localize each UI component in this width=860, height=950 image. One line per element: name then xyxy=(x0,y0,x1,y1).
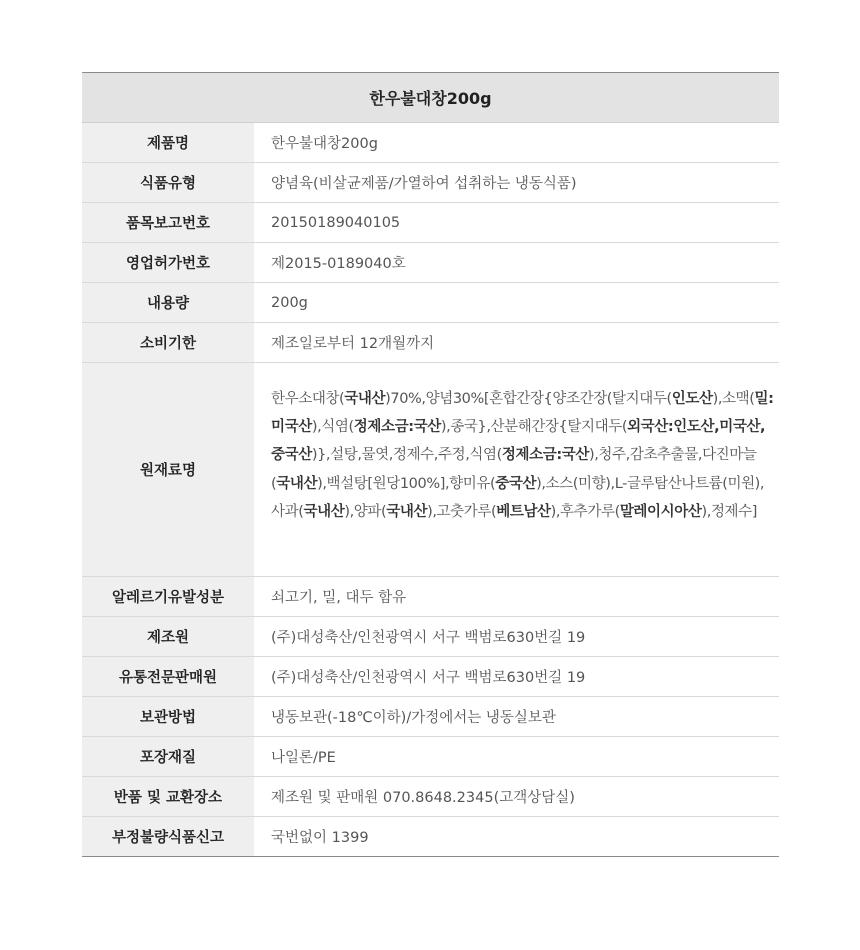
row-label: 원재료명 xyxy=(82,363,254,576)
row-report-number xyxy=(82,203,779,243)
row-returns xyxy=(82,777,779,817)
ingredients-text xyxy=(271,385,775,526)
ingredient-text: ),백설탕[원당100%],향미유( xyxy=(317,475,496,492)
row-packaging xyxy=(82,737,779,777)
row-distributor xyxy=(82,657,779,697)
row-label: 내용량 xyxy=(82,283,254,322)
ingredient-origin: 국내산 xyxy=(276,475,318,492)
ingredient-text: ),식염( xyxy=(311,419,354,436)
row-label: 알레르기유발성분 xyxy=(82,577,254,616)
row-label: 소비기한 xyxy=(82,323,254,362)
row-label: 제품명 xyxy=(82,123,254,162)
row-product-name xyxy=(82,123,779,163)
row-license-number xyxy=(82,243,779,283)
row-label: 반품 및 교환장소 xyxy=(82,777,254,816)
ingredient-text: ),소맥( xyxy=(712,391,755,407)
row-report-defective xyxy=(82,817,779,856)
row-net-weight xyxy=(82,283,779,323)
row-value: (주)대성축산/인천광역시 서구 백범로630번길 19 xyxy=(271,670,586,686)
row-label: 부정불량식품신고 xyxy=(82,817,254,856)
row-value: 한우불대창200g xyxy=(271,136,378,152)
ingredient-text: ),청주,감초추출물,다진마늘( xyxy=(271,447,757,492)
ingredient-text: ),후추가루( xyxy=(550,503,620,520)
row-expiry xyxy=(82,323,779,363)
row-value: 제조일로부터 12개월까지 xyxy=(271,336,435,352)
ingredient-text: ),양파( xyxy=(344,503,387,520)
ingredient-origin: 외국산:인도산,미국산,중국산 xyxy=(271,419,766,464)
ingredient-origin: 밀:미국산 xyxy=(271,391,774,436)
row-value: (주)대성축산/인천광역시 서구 백범로630번길 19 xyxy=(271,630,586,646)
row-storage xyxy=(82,697,779,737)
ingredient-origin: 정제소금:국산 xyxy=(353,419,441,436)
ingredient-text: )},설탕,물엿,정제수,주정,식염( xyxy=(311,447,502,464)
ingredient-text: ),고춧가루( xyxy=(427,503,497,520)
ingredient-origin: 인도산 xyxy=(671,391,713,407)
ingredients-value xyxy=(254,363,779,576)
row-allergens xyxy=(82,577,779,617)
row-value: 양념육(비살균제품/가열하여 섭취하는 냉동식품) xyxy=(271,176,577,192)
row-label: 제조원 xyxy=(82,617,254,656)
ingredient-text: 한우소대창( xyxy=(271,391,345,407)
row-label: 포장재질 xyxy=(82,737,254,776)
row-label: 영업허가번호 xyxy=(82,243,254,282)
row-label: 식품유형 xyxy=(82,163,254,202)
ingredient-text: ),정제수] xyxy=(701,503,758,520)
row-value: 국번없이 1399 xyxy=(271,830,369,846)
row-label: 보관방법 xyxy=(82,697,254,736)
row-label: 유통전문판매원 xyxy=(82,657,254,696)
row-value: 쇠고기, 밀, 대두 함유 xyxy=(271,590,407,606)
ingredient-origin: 말레이시아산 xyxy=(619,503,702,520)
row-value: 나일론/PE xyxy=(271,750,336,766)
row-ingredients xyxy=(82,363,779,577)
ingredient-origin: 정제소금:국산 xyxy=(501,447,589,464)
ingredient-text: ),종국},산분해간장{탈지대두( xyxy=(440,419,628,436)
ingredient-origin: 국내산 xyxy=(303,503,345,520)
row-value: 제조원 및 판매원 070.8648.2345(고객상담실) xyxy=(271,790,575,806)
row-value: 20150189040105 xyxy=(271,214,401,231)
ingredient-text: ),소스(미향),L-글루탐산나트륨(미원),사과( xyxy=(271,475,765,520)
product-info-table xyxy=(82,72,779,857)
row-manufacturer xyxy=(82,617,779,657)
ingredient-origin: 국내산 xyxy=(344,391,386,407)
ingredient-origin: 국내산 xyxy=(386,503,428,520)
row-value: 냉동보관(-18℃이하)/가정에서는 냉동실보관 xyxy=(271,710,556,726)
row-food-type xyxy=(82,163,779,203)
ingredient-origin: 중국산 xyxy=(495,475,537,492)
row-value: 제2015-0189040호 xyxy=(271,256,406,272)
ingredient-origin: 베트남산 xyxy=(496,503,551,520)
ingredient-text: )70%,양념30%[혼합간장{양조간장(탈지대두( xyxy=(385,391,672,407)
row-value: 200g xyxy=(271,294,308,311)
row-label: 품목보고번호 xyxy=(82,203,254,242)
table-title: 한우불대창200g xyxy=(82,73,779,123)
